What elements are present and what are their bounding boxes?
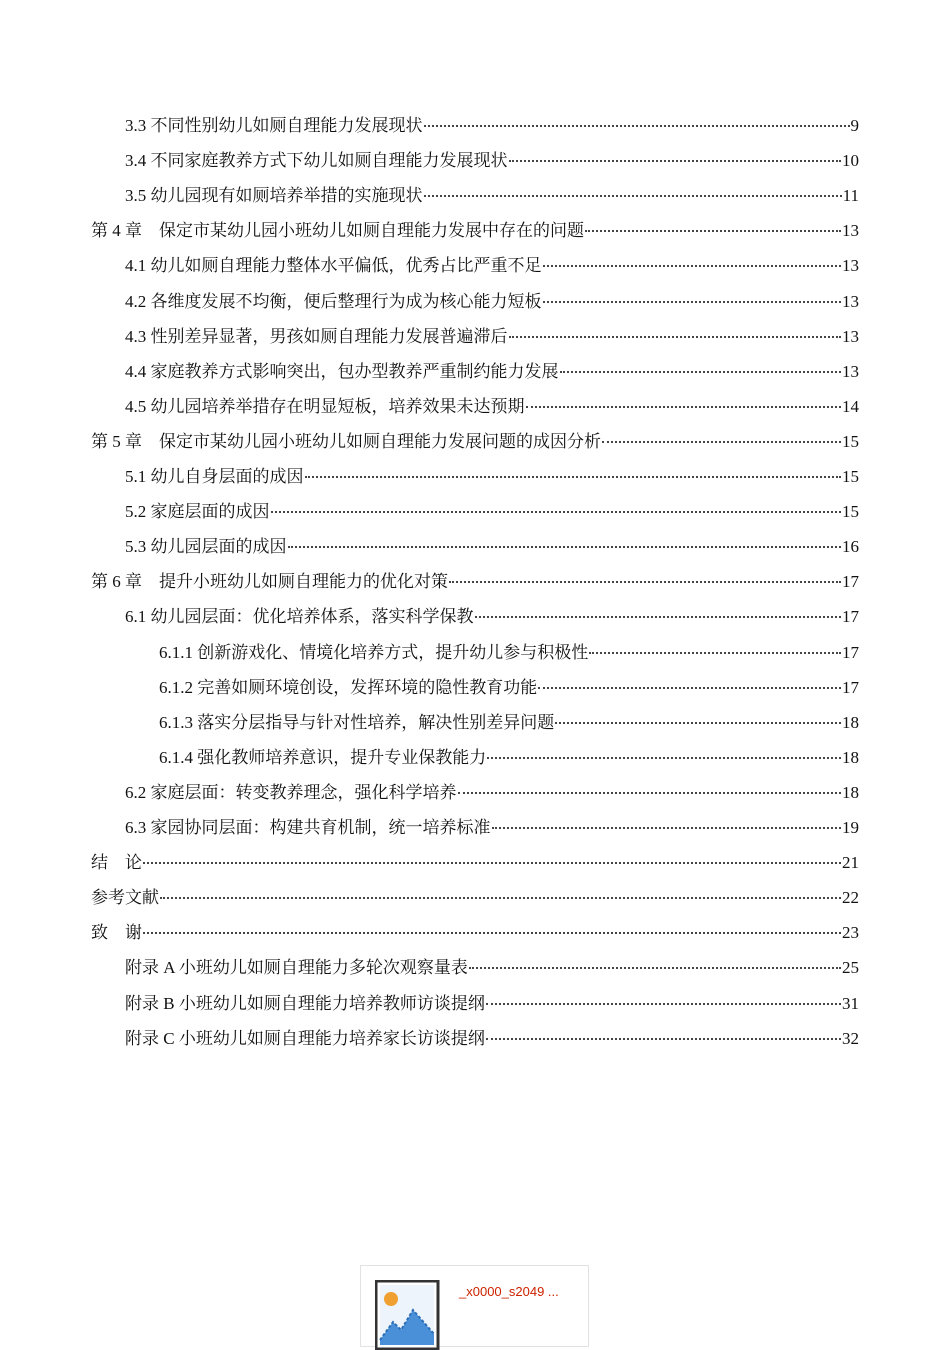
toc-page-number: 15 [842,432,859,451]
toc-dot-leader [271,510,842,513]
toc-page-number: 14 [842,397,859,416]
image-placeholder-label: _x0000_s2049 ... [459,1284,559,1299]
toc-entry[interactable] [125,360,859,384]
toc-page-number: 23 [842,923,859,942]
toc-entry-label: 4.5 幼儿园培养举措存在明显短板，培养效果未达预期 [125,397,525,416]
toc-entry[interactable] [125,114,859,138]
toc-page-number: 15 [842,467,859,486]
toc-entry[interactable] [125,1027,859,1051]
toc-entry-label: 第 6 章 提升小班幼儿如厕自理能力的优化对策 [91,572,448,591]
toc-entry-label: 6.2 家庭层面：转变教养理念，强化科学培养 [125,783,457,802]
toc-entry[interactable] [91,886,859,910]
toc-entry[interactable] [91,219,859,243]
toc-page-number: 32 [842,1029,859,1048]
toc-page-number: 13 [842,292,859,311]
toc-entry-label: 6.1.4 强化教师培养意识，提升专业保教能力 [159,748,487,767]
toc-page-number: 13 [842,327,859,346]
toc-entry[interactable] [125,781,859,805]
toc-entry-label: 5.2 家庭层面的成因 [125,502,270,521]
toc-page-number: 17 [842,643,859,662]
toc-dot-leader [305,475,842,478]
toc-dot-leader [509,335,842,338]
toc-entry[interactable] [125,184,859,208]
toc-dot-leader [543,264,842,267]
broken-image-icon [375,1280,445,1350]
toc-page-number: 17 [842,572,859,591]
toc-entry-label: 致 谢 [91,923,142,942]
toc-page-number: 10 [842,151,859,170]
toc-page-number: 13 [842,362,859,381]
toc-page-number: 17 [842,678,859,697]
toc-entry-label: 6.1.2 完善如厕环境创设，发挥环境的隐性教育功能 [159,678,538,697]
toc-entry-label: 6.1 幼儿园层面：优化培养体系，落实科学保教 [125,607,474,626]
toc-entry-label: 附录 B 小班幼儿如厕自理能力培养教师访谈提纲 [125,994,485,1013]
image-placeholder [360,1265,589,1347]
toc-entry[interactable] [125,535,859,559]
toc-dot-leader [560,370,842,373]
toc-dot-leader [486,1002,841,1005]
toc-page-number: 17 [842,607,859,626]
toc-entry[interactable] [159,676,859,700]
toc-dot-leader [143,861,841,864]
toc-entry[interactable] [125,992,859,1016]
toc-entry[interactable] [125,254,859,278]
toc-dot-leader [555,721,841,724]
toc-dot-leader [486,1037,841,1040]
toc-dot-leader [526,405,842,408]
toc-entry-label: 4.2 各维度发展不均衡，便后整理行为成为核心能力短板 [125,292,542,311]
toc-entry-label: 第 4 章 保定市某幼儿园小班幼儿如厕自理能力发展中存在的问题 [91,221,584,240]
toc-dot-leader [449,580,841,583]
toc-entry-label: 4.1 幼儿如厕自理能力整体水平偏低，优秀占比严重不足 [125,256,542,275]
toc-page-number: 13 [842,221,859,240]
toc-dot-leader [143,931,841,934]
toc-page-number: 13 [842,256,859,275]
toc-entry[interactable] [125,395,859,419]
toc-page-number: 15 [842,502,859,521]
toc-entry-label: 4.4 家庭教养方式影响突出，包办型教养严重制约能力发展 [125,362,559,381]
toc-page-number: 18 [842,748,859,767]
toc-page-number: 11 [842,186,859,205]
toc-dot-leader [424,124,850,127]
toc-page-number: 31 [842,994,859,1013]
toc-page-number: 16 [842,537,859,556]
toc-entry-label: 附录 A 小班幼儿如厕自理能力多轮次观察量表 [125,958,468,977]
toc-page-number: 18 [842,783,859,802]
toc-entry-label: 6.1.3 落实分层指导与针对性培养，解决性别差异问题 [159,713,555,732]
toc-entry[interactable] [125,816,859,840]
toc-entry-label: 参考文献 [91,888,159,907]
toc-dot-leader [589,651,841,654]
toc-dot-leader [487,756,841,759]
toc-entry[interactable] [91,851,859,875]
toc-dot-leader [543,300,842,303]
toc-dot-leader [509,159,842,162]
toc-entry-label: 5.3 幼儿园层面的成因 [125,537,287,556]
toc-entry-label: 6.3 家园协同层面：构建共育机制，统一培养标准 [125,818,491,837]
toc-entry-label: 3.4 不同家庭教养方式下幼儿如厕自理能力发展现状 [125,151,508,170]
toc-entry-label: 附录 C 小班幼儿如厕自理能力培养家长访谈提纲 [125,1029,485,1048]
toc-entry-label: 6.1.1 创新游戏化、情境化培养方式，提升幼儿参与积极性 [159,643,589,662]
toc-entry-label: 4.3 性别差异显著，男孩如厕自理能力发展普遍滞后 [125,327,508,346]
toc-page-number: 9 [850,116,859,135]
toc-dot-leader [602,440,841,443]
toc-dot-leader [469,966,841,969]
toc-entry[interactable] [125,325,859,349]
toc-dot-leader [538,686,841,689]
toc-entry[interactable] [91,430,859,454]
toc-entry[interactable] [91,921,859,945]
toc-page-number: 18 [842,713,859,732]
toc-entry[interactable] [125,605,859,629]
toc-entry[interactable] [125,500,859,524]
toc-page-number: 22 [842,888,859,907]
toc-page-number: 21 [842,853,859,872]
toc-entry-label: 5.1 幼儿自身层面的成因 [125,467,304,486]
toc-dot-leader [585,229,841,232]
toc-entry[interactable] [125,956,859,980]
toc-dot-leader [160,896,841,899]
toc-dot-leader [424,194,842,197]
toc-entry[interactable] [125,149,859,173]
toc-entry[interactable] [125,465,859,489]
toc-dot-leader [288,545,842,548]
toc-page-number: 25 [842,958,859,977]
toc-entry-label: 3.3 不同性别幼儿如厕自理能力发展现状 [125,116,423,135]
toc-entry-label: 3.5 幼儿园现有如厕培养举措的实施现状 [125,186,423,205]
toc-entry-label: 第 5 章 保定市某幼儿园小班幼儿如厕自理能力发展问题的成因分析 [91,432,601,451]
toc-page-number: 19 [842,818,859,837]
toc-entry[interactable] [125,290,859,314]
toc-entry[interactable] [91,570,859,594]
toc-dot-leader [458,791,842,794]
toc-dot-leader [492,826,842,829]
toc-entry[interactable] [159,746,859,770]
toc-entry[interactable] [159,711,859,735]
toc-entry[interactable] [159,641,859,665]
toc-dot-leader [475,615,842,618]
toc-entry-label: 结 论 [91,853,142,872]
